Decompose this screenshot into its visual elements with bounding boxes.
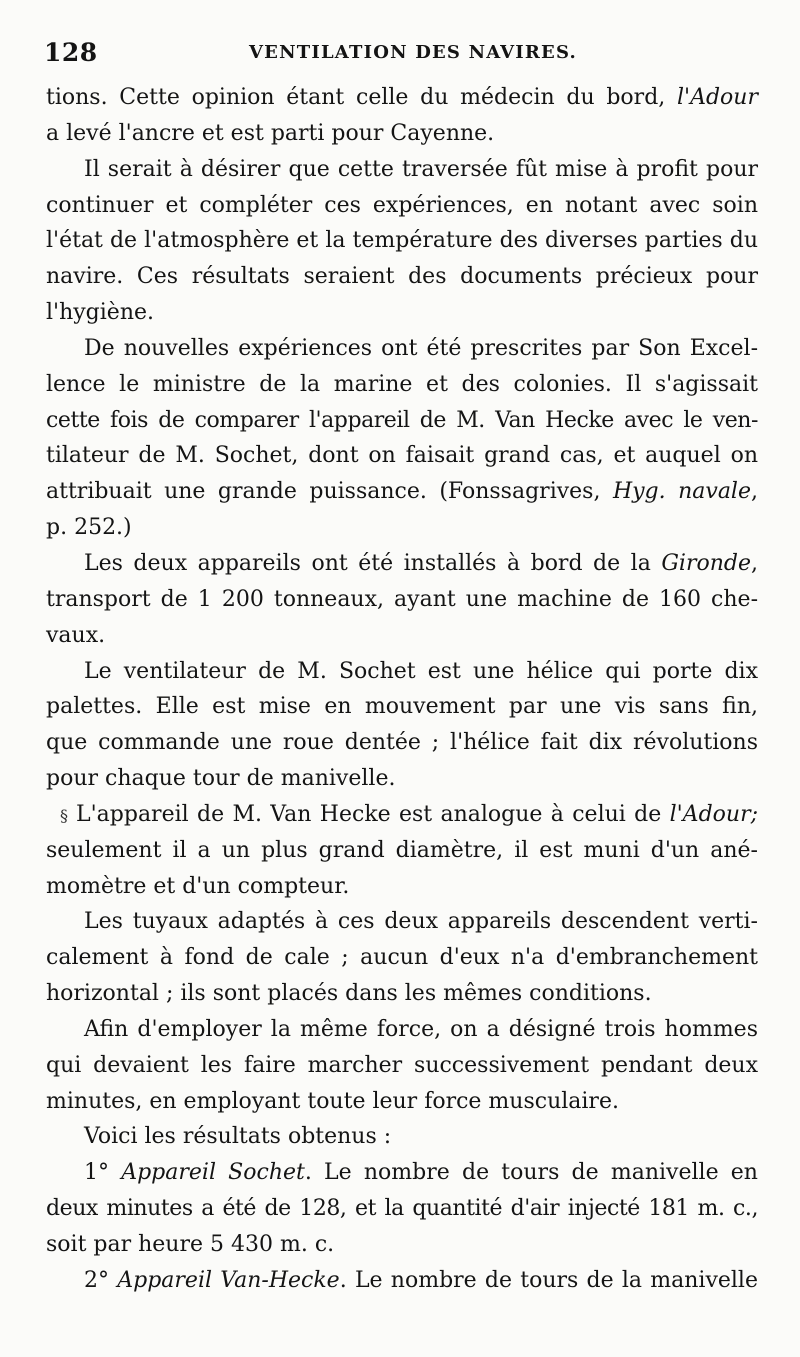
text-line: qui devaient les faire marcher successivement pendant deux bbox=[46, 1052, 758, 1078]
paragraph-11 bbox=[46, 1263, 758, 1299]
text-line bbox=[46, 1155, 758, 1191]
text-line: lence le ministre de la marine et des colonies. Il s'agissait bbox=[46, 371, 758, 397]
text-line: deux minutes a été de 128, et la quantité d'air injecté 181 m. c., bbox=[46, 1196, 758, 1222]
text-line: cette fois de comparer l'appareil de M. Van Hecke avec le ven- bbox=[46, 407, 758, 433]
text-line: palettes. Elle est mise en mouvement par une vis sans fin, bbox=[46, 694, 758, 720]
text-line: continuer et compléter ces expériences, en notant avec soin bbox=[46, 192, 758, 218]
text-line: a levé l'ancre et est parti pour Cayenne. bbox=[46, 120, 495, 146]
text-line: Voici les résultats obtenus : bbox=[84, 1124, 392, 1150]
paragraph-1 bbox=[46, 80, 758, 152]
apparatus-name: Appareil Sochet bbox=[121, 1160, 305, 1186]
text-line bbox=[46, 474, 758, 510]
text-run: , bbox=[751, 479, 758, 505]
paragraph-6 bbox=[46, 797, 758, 905]
text-line: Il serait à désirer que cette traversée fût mise à profit pour bbox=[84, 156, 758, 182]
text-line: De nouvelles expériences ont été prescrites par Son Excel- bbox=[84, 335, 758, 361]
text-line: vaux. bbox=[46, 622, 106, 648]
paragraph-8 bbox=[46, 1012, 758, 1120]
text-line: seulement il a un plus grand diamètre, il est muni d'un ané- bbox=[46, 837, 758, 863]
paragraph-9 bbox=[46, 1119, 758, 1155]
running-title: VENTILATION DES NAVIRES. bbox=[249, 42, 577, 63]
text-line: calement à fond de cale ; aucun d'eux n'a d'embranchement bbox=[46, 945, 758, 971]
text-run: . Le nombre de tours de la manivelle bbox=[339, 1267, 758, 1293]
text-run: . Le nombre de tours de manivelle en bbox=[304, 1160, 758, 1186]
ship-name: l'Adour bbox=[677, 85, 758, 110]
paragraph-5 bbox=[46, 654, 758, 797]
text-line: l'état de l'atmosphère et la température des diverses parties du bbox=[46, 228, 758, 254]
text-run: Les deux appareils ont été installés à bord de la bbox=[84, 550, 662, 576]
text-line: soit par heure 5 430 m. c. bbox=[46, 1232, 335, 1257]
text-run: 2° bbox=[84, 1267, 118, 1293]
text-line: momètre et d'un compteur. bbox=[46, 873, 350, 899]
page-number: 128 bbox=[44, 38, 98, 67]
text-line: minutes, en employant toute leur force musculaire. bbox=[46, 1088, 619, 1114]
text-line bbox=[46, 1263, 758, 1299]
ship-name: Gironde bbox=[661, 550, 751, 576]
text-line bbox=[46, 80, 758, 116]
text-line: p. 252.) bbox=[46, 515, 132, 541]
text-run: attribuait une grande puissance. (Fonssagrives, bbox=[46, 479, 613, 505]
text-line: que commande une roue dentée ; l'hélice fait dix révolutions bbox=[46, 730, 758, 756]
paragraph-4 bbox=[46, 546, 758, 654]
text-run: , bbox=[751, 550, 758, 576]
citation-title: Hyg. navale bbox=[612, 479, 751, 505]
paragraph-3 bbox=[46, 331, 758, 546]
page-header bbox=[44, 38, 754, 74]
paragraph-7 bbox=[46, 904, 758, 1012]
text-line: transport de 1 200 tonneaux, ayant une machine de 160 che- bbox=[46, 586, 758, 612]
apparatus-name: Appareil Van-Hecke bbox=[117, 1267, 340, 1293]
text-run: L'appareil de M. Van Hecke est analogue à celui de bbox=[76, 801, 670, 827]
text-line bbox=[46, 797, 758, 833]
text-line: Afin d'employer la même force, on a désigné trois hommes bbox=[84, 1016, 758, 1042]
section-mark: § bbox=[60, 805, 68, 825]
text-line: l'hygiène. bbox=[46, 300, 155, 326]
text-line: navire. Ces résultats seraient des documents précieux pour bbox=[46, 264, 758, 290]
text-line: Le ventilateur de M. Sochet est une hélice qui porte dix bbox=[84, 658, 758, 684]
text-line bbox=[46, 546, 758, 582]
text-line: Les tuyaux adaptés à ces deux appareils descendent verti- bbox=[84, 909, 758, 935]
body-text bbox=[46, 80, 758, 1299]
text-line: tilateur de M. Sochet, dont on faisait grand cas, et auquel on bbox=[46, 443, 758, 469]
paragraph-2 bbox=[46, 152, 758, 331]
text-line: horizontal ; ils sont placés dans les mêmes conditions. bbox=[46, 981, 652, 1007]
text-run: 1° bbox=[84, 1160, 122, 1186]
text-line: pour chaque tour de manivelle. bbox=[46, 766, 396, 792]
text-run: tions. Cette opinion étant celle du médecin du bord, bbox=[46, 85, 677, 110]
paragraph-10 bbox=[46, 1155, 758, 1263]
ship-name: l'Adour; bbox=[669, 801, 758, 827]
